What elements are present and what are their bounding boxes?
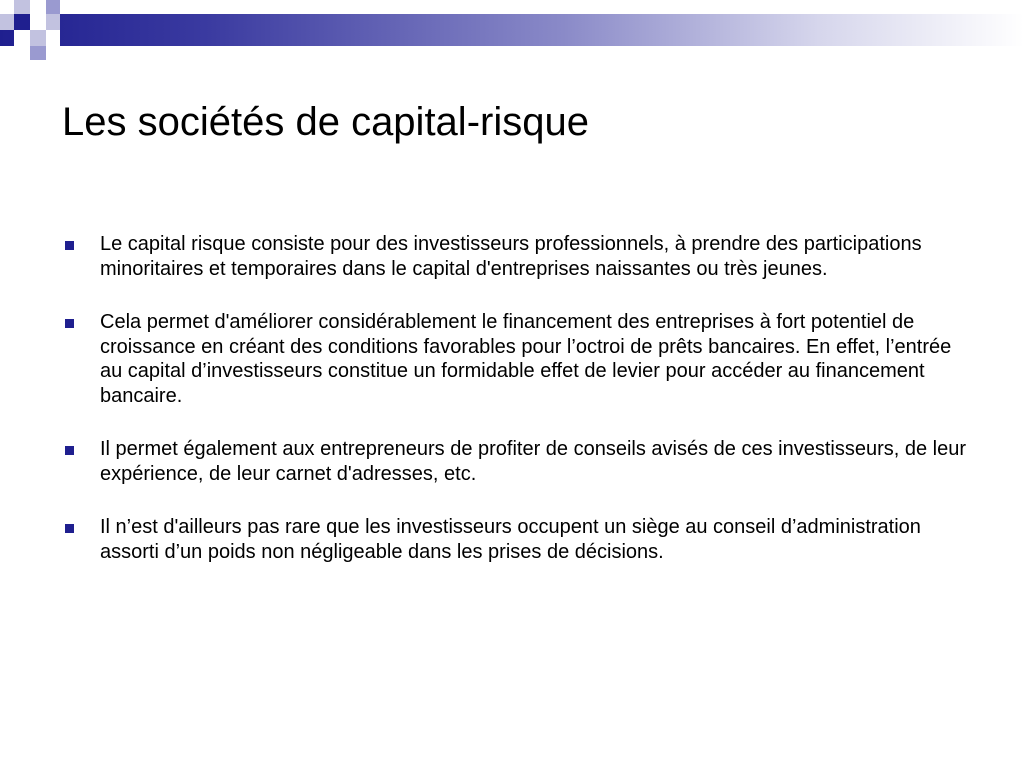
bullet-text: Le capital risque consiste pour des investisseurs professionnels, à prendre des participations minoritaires et temporaires dans le capital d'entreprises naissantes ou très jeunes.: [100, 233, 922, 280]
bullet-text: Il permet également aux entrepreneurs de profiter de conseils avisés de ces investisseurs, de leur expérience, de leur carnet d'adresses, etc.: [100, 438, 967, 485]
square-bullet-icon: [65, 446, 74, 455]
bullet-text: Cela permet d'améliorer considérablement le financement des entreprises à fort potentiel de croissance en créant des conditions favorables pour l’octroi de prêts bancaires. En effet, l’entrée au capital d’investisseurs constitue un formidable effet de levier pour accéder au financement bancaire.: [100, 311, 952, 407]
bullet-list: [62, 232, 972, 593]
decor-square: [14, 14, 30, 30]
square-bullet-icon: [65, 524, 74, 533]
decor-square: [14, 30, 30, 46]
square-bullet-icon: [65, 241, 74, 250]
decor-square: [0, 14, 14, 30]
decor-square: [46, 30, 60, 46]
decor-square: [0, 0, 14, 14]
square-bullet-icon: [65, 319, 74, 328]
bullet-item: [62, 232, 972, 281]
header-decoration-band: [0, 14, 1024, 46]
decor-square: [30, 46, 46, 60]
bullet-item: [62, 515, 972, 564]
bullet-text: Il n’est d'ailleurs pas rare que les investisseurs occupent un siège au conseil d’administration assorti d’un poids non négligeable dans les prises de décisions.: [100, 516, 921, 563]
bullet-item: [62, 310, 972, 408]
slide-title: Les sociétés de capital-risque: [62, 100, 589, 144]
decor-square: [14, 0, 30, 14]
decor-square: [46, 0, 60, 14]
bullet-item: [62, 437, 972, 486]
decor-square: [30, 14, 46, 30]
decor-square: [30, 30, 46, 46]
decor-square: [60, 0, 76, 14]
decor-square: [46, 14, 60, 30]
